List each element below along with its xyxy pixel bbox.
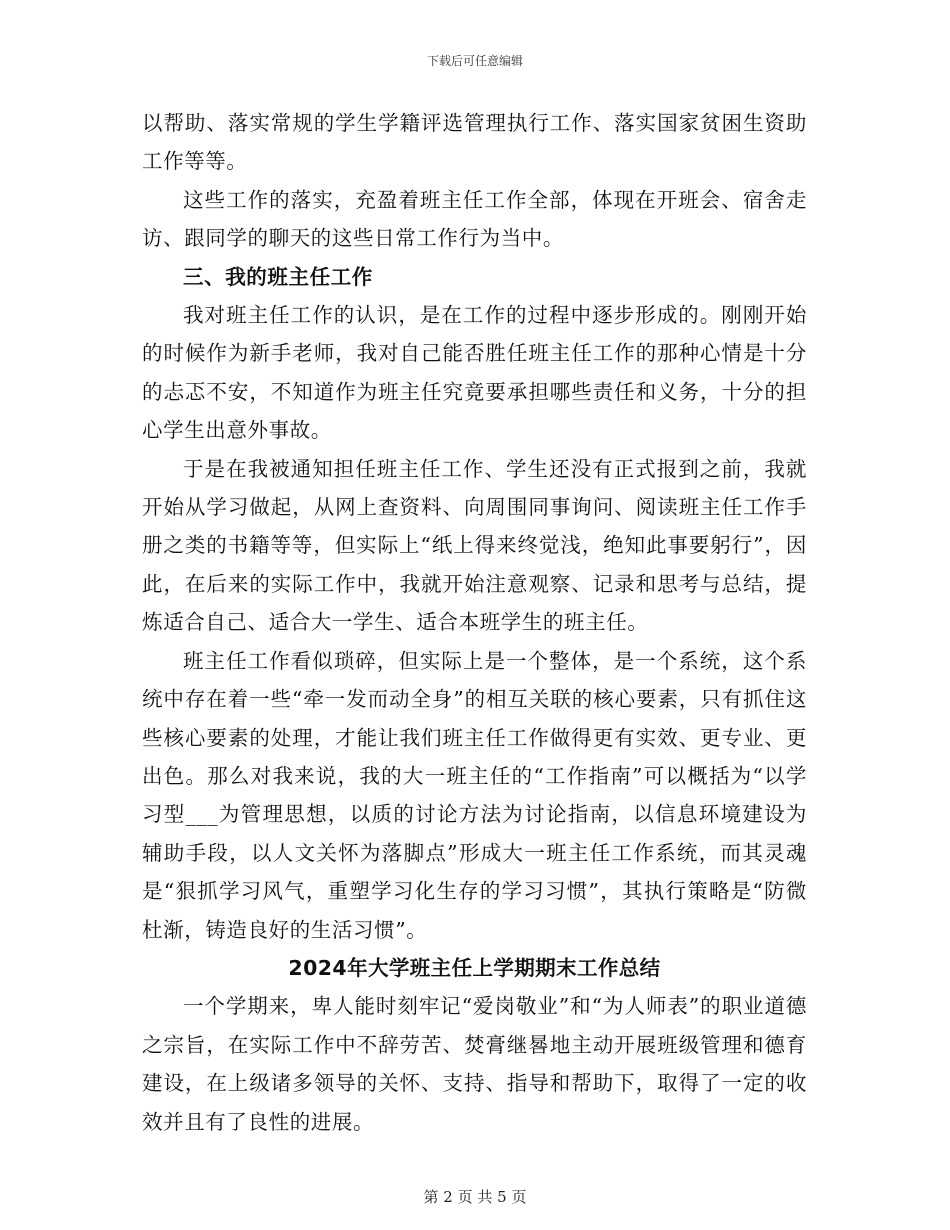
- section-heading-3: 三、我的班主任工作: [183, 264, 373, 289]
- paragraph-2: 这些工作的落实，充盈着班主任工作全部，体现在开班会、宿舍走访、跟同学的聊天的这些日常工作行为当中。: [142, 187, 807, 251]
- paragraph-5: 班主任工作看似琐碎，但实际上是一个整体，是一个系统，这个系统中存在着一些“牵一发而动全身”的相互关联的核心要素，只有抓住这些核心要素的处理，才能让我们班主任工作做得更有实效、更专业、更出色。那么对我来说，我的大一班主任的“工作指南”可以概括为“以学习型___为管理思想，以质的讨论方法为讨论指南，以信息环境建设为辅助手段，以人文关怀为落脚点”形成大一班主任工作系统，而其灵魂是“狠抓学习风气，重塑学习化生存的学习习惯”，其执行策略是“防微杜渐，铸造良好的生活习惯”。: [142, 648, 807, 942]
- page-number: 第 2 页 共 5 页: [423, 1188, 527, 1206]
- document-title: 2024年大学班主任上学期期末工作总结: [288, 955, 661, 980]
- paragraph-3: 我对班主任工作的认识，是在工作的过程中逐步形成的。刚刚开始的时候作为新手老师，我对自己能否胜任班主任工作的那种心情是十分的忐忑不安，不知道作为班主任究竟要承担哪些责任和义务，十分的担心学生出意外事故。: [142, 303, 807, 443]
- page-header: 下载后可任意编辑: [426, 54, 523, 68]
- document-body: [142, 104, 807, 1141]
- paragraph-4: 于是在我被通知担任班主任工作、学生还没有正式报到之前，我就开始从学习做起，从网上查资料、向周围同事询问、阅读班主任工作手册之类的书籍等等，但实际上“纸上得来终觉浅，绝知此事要躬行”，因此，在后来的实际工作中，我就开始注意观察、记录和思考与总结，提炼适合自己、适合大一学生、适合本班学生的班主任。: [142, 456, 807, 635]
- paragraph-1: 以帮助、落实常规的学生学籍评选管理执行工作、落实国家贫困生资助工作等等。: [142, 111, 807, 174]
- paragraph-6: 一个学期来，卑人能时刻牢记“爱岗敬业”和“为人师表”的职业道德之宗旨，在实际工作中不辞劳苦、焚膏继晷地主动开展班级管理和德育建设，在上级诸多领导的关怀、支持、指导和帮助下，取得了一定的收效并且有了良性的进展。: [142, 994, 807, 1134]
